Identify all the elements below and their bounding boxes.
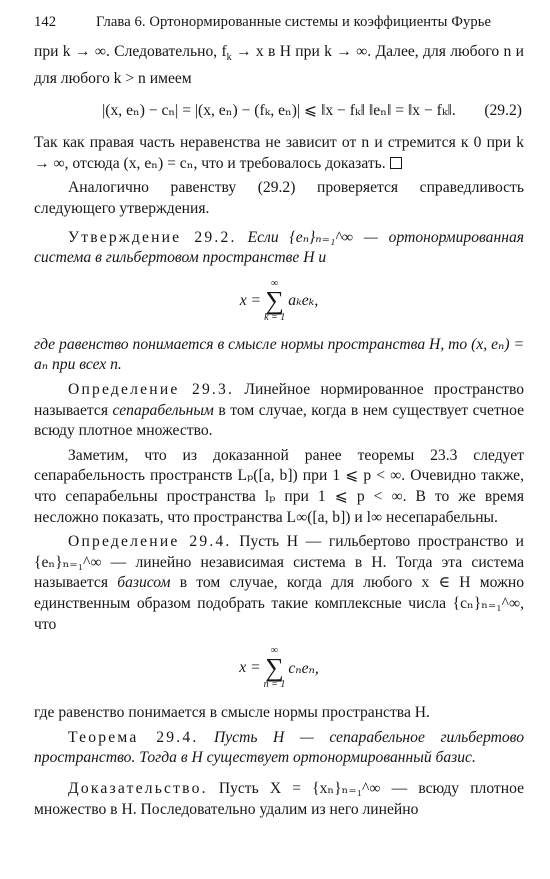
- page-number: 142: [34, 14, 57, 30]
- claim-29-2: [34, 228, 524, 269]
- claim-continuation: где равенство понимается в смысле нормы пространства H, то (x, eₙ) = aₙ при всех n.: [34, 335, 524, 374]
- proof: Доказательство. Пусть X = {xₙ}ₙ₌₁^∞ — всюду плотное множество в H. Последовательно удалим из него линейно: [34, 779, 524, 818]
- claim-text: Если {eₙ}ₙ₌₁^∞ — ортонормированная система в гильбертовом пространстве H и: [34, 228, 525, 267]
- definition-29-4: Определение 29.4. Пусть H — гильбертово пространство и {eₙ}ₙ₌₁^∞ — линейно независимая система в H. Тогда эта система называется базисом в том случае, когда для любого x ∈ H можно единственным образом подобрать такие комплексные числа {cₙ}ₙ₌₁^∞, что: [34, 533, 524, 633]
- paragraph-proof-end: Так как правая часть неравенства не зависит от n и стремится к 0 при k → ∞, отсюда (x, eₙ) = cₙ, что и требовалось доказать.: [34, 134, 524, 172]
- qed-icon: [390, 157, 402, 169]
- basis-equation: x = ∞ ∑ n = 1 cₙeₙ,: [239, 645, 319, 690]
- paragraph-continuation: при k → ∞. Следовательно, $f_k \to x$ в H при k → ∞. Далее, для любого n и для любого k > n имеем: [34, 43, 524, 87]
- page-header: [34, 14, 524, 38]
- theorem-29-4: Теорема 29.4. Пусть H — сепарабельное гильбертово пространство. Тогда в H существует ортонормированный базис.: [34, 728, 524, 767]
- equation-body: |(x, eₙ) − cₙ| = |(x, eₙ) − (fₖ, eₙ)| ⩽ ‖x − fₖ‖ ‖eₙ‖ = ‖x − fₖ‖.: [102, 102, 456, 120]
- claim-label: Утверждение 29.2.: [68, 228, 237, 246]
- definition-29-3: Определение 29.3. Линейное нормированное пространство называется сепарабельным в том случае, когда в нем существует счетное всюду плотное множество.: [34, 381, 525, 440]
- equation-29-2: [34, 93, 524, 129]
- paragraph-norm: где равенство понимается в смысле нормы пространства H.: [34, 704, 430, 722]
- equation-number: (29.2): [484, 102, 522, 120]
- claim-equation: x = ∞ ∑ k = 1 aₖeₖ,: [239, 278, 319, 323]
- paragraph-separability: Заметим, что из доказанной ранее теоремы 23.3 следует сепарабельность пространств Lₚ([a, b]) при 1 ⩽ p < ∞. Очевидно также, что сепарабельны пространства lₚ при 1 ⩽ p < ∞. В то же время несложно показать, что пространства L∞([a, b]) и l∞ несепарабельны.: [34, 446, 524, 526]
- book-page: [34, 14, 524, 820]
- running-title: Глава 6. Ортонормированные системы и коэффициенты Фурье: [96, 14, 492, 30]
- sum-symbol: ∞ ∑ n = 1: [263, 645, 286, 690]
- sum-symbol: ∞ ∑ k = 1: [264, 278, 286, 323]
- paragraph-analogy: Аналогично равенству (29.2) проверяется справедливость следующего утверждения.: [34, 179, 524, 218]
